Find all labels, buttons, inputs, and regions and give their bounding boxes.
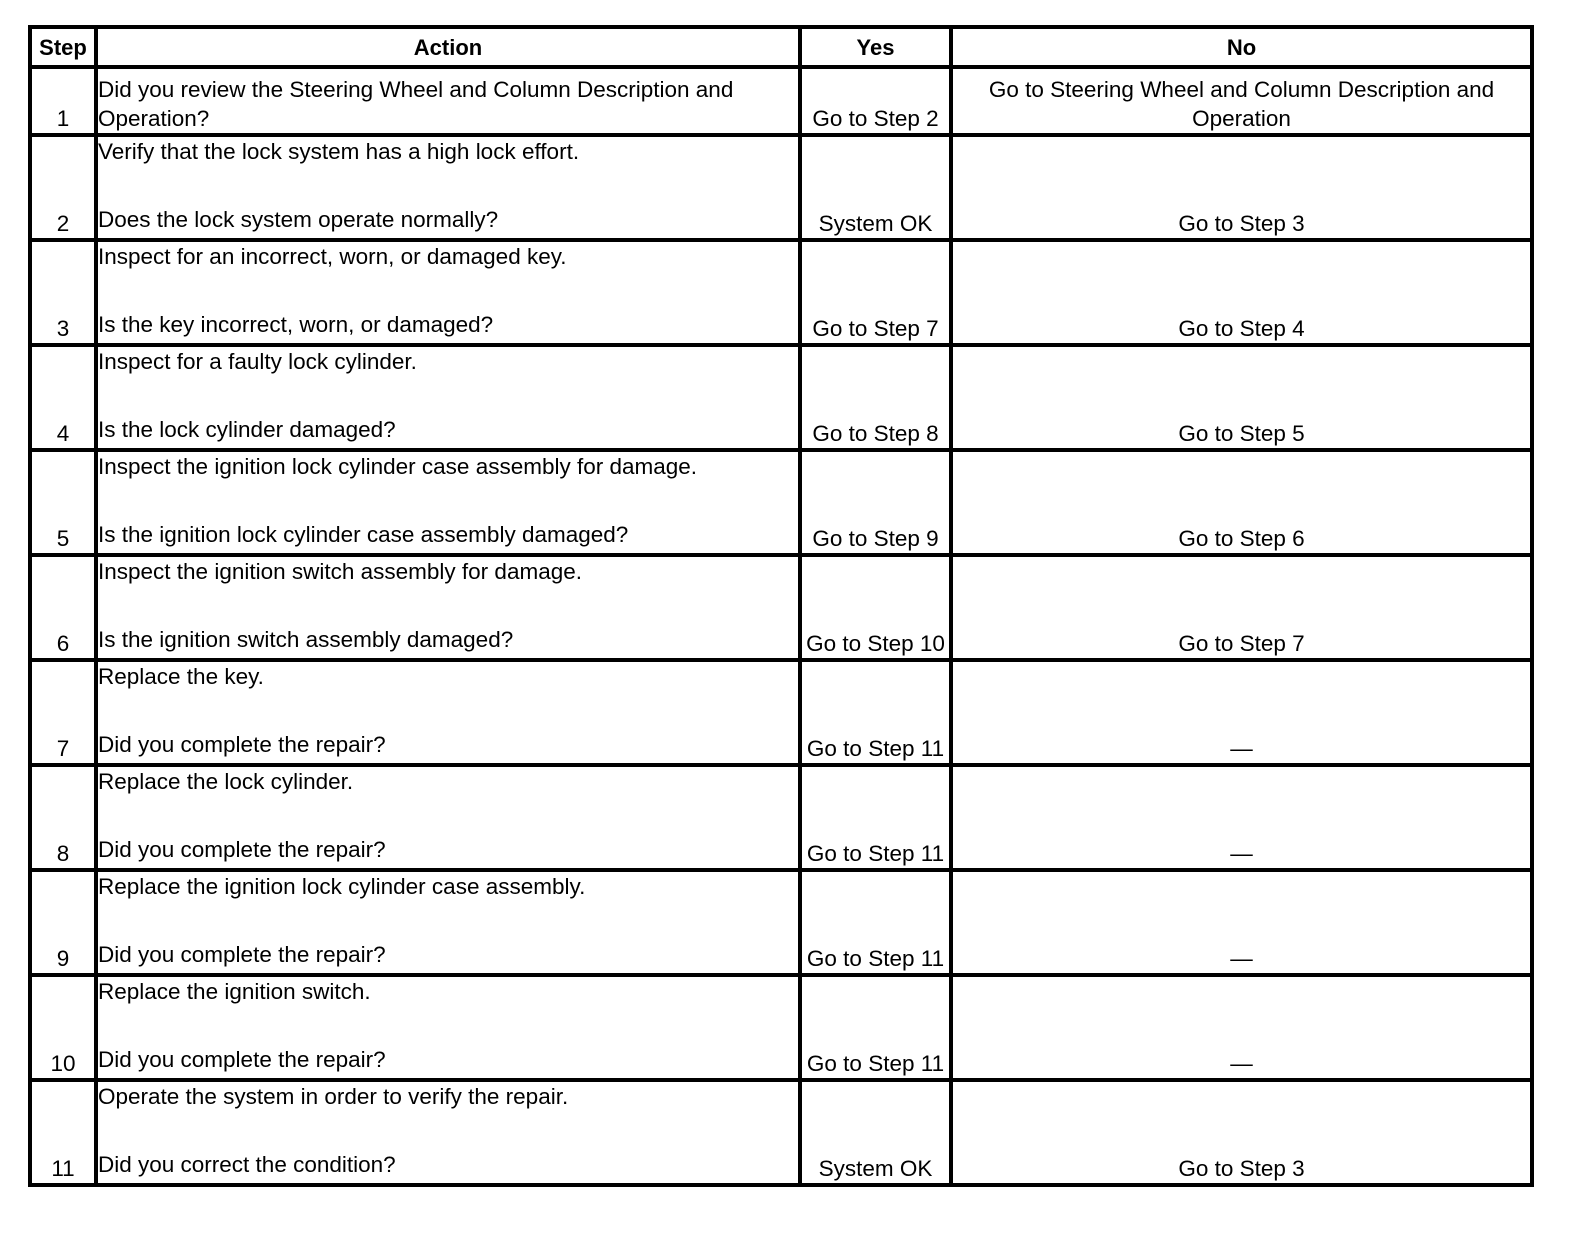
action-text: Inspect the ignition lock cylinder case assembly for damage. — [98, 454, 698, 479]
step-number: 6 — [30, 555, 96, 660]
action-cell — [96, 135, 800, 240]
no-cell: Go to Step 7 — [951, 555, 1532, 660]
table-row — [30, 660, 1532, 765]
table-row — [30, 975, 1532, 1080]
no-cell: Go to Step 5 — [951, 345, 1532, 450]
step-number: 3 — [30, 240, 96, 345]
question-text: Did you complete the repair? — [98, 732, 386, 757]
question-text: Is the ignition lock cylinder case assembly damaged? — [98, 522, 629, 547]
yes-cell: Go to Step 10 — [800, 555, 951, 660]
no-cell: — — [951, 870, 1532, 975]
header-no: No — [951, 27, 1532, 67]
question-text: Did you complete the repair? — [98, 837, 386, 862]
action-cell — [96, 67, 800, 135]
action-text: Replace the key. — [98, 664, 264, 689]
yes-cell: Go to Step 11 — [800, 975, 951, 1080]
yes-cell: Go to Step 11 — [800, 870, 951, 975]
table-header — [30, 27, 1532, 67]
step-number: 7 — [30, 660, 96, 765]
table-body — [30, 67, 1532, 1185]
table-row — [30, 1080, 1532, 1185]
action-cell — [96, 870, 800, 975]
table-row — [30, 450, 1532, 555]
step-number: 1 — [30, 67, 96, 135]
action-cell — [96, 765, 800, 870]
question-text: Did you correct the condition? — [98, 1152, 396, 1177]
no-cell: — — [951, 660, 1532, 765]
no-cell: Go to Step 6 — [951, 450, 1532, 555]
header-row — [30, 27, 1532, 67]
step-number: 4 — [30, 345, 96, 450]
no-cell: — — [951, 765, 1532, 870]
action-text: Replace the ignition switch. — [98, 979, 371, 1004]
no-cell: — — [951, 975, 1532, 1080]
table-row — [30, 240, 1532, 345]
question-text: Does the lock system operate normally? — [98, 207, 499, 232]
action-cell — [96, 450, 800, 555]
question-text: Is the ignition switch assembly damaged? — [98, 627, 514, 652]
yes-cell: System OK — [800, 135, 951, 240]
header-action: Action — [96, 27, 800, 67]
question-text: Is the lock cylinder damaged? — [98, 417, 396, 442]
action-text: Did you review the Steering Wheel and Column Description and Operation? — [98, 77, 734, 131]
step-number: 11 — [30, 1080, 96, 1185]
table-row — [30, 765, 1532, 870]
action-cell — [96, 240, 800, 345]
question-text: Did you complete the repair? — [98, 942, 386, 967]
action-cell — [96, 1080, 800, 1185]
diagnostic-table — [28, 25, 1534, 1187]
action-text: Inspect the ignition switch assembly for damage. — [98, 559, 582, 584]
action-cell — [96, 345, 800, 450]
table-row — [30, 870, 1532, 975]
no-cell: Go to Step 4 — [951, 240, 1532, 345]
action-cell — [96, 975, 800, 1080]
yes-cell: Go to Step 11 — [800, 660, 951, 765]
question-text: Is the key incorrect, worn, or damaged? — [98, 312, 494, 337]
step-number: 8 — [30, 765, 96, 870]
yes-cell: Go to Step 8 — [800, 345, 951, 450]
table-row — [30, 67, 1532, 135]
question-text: Did you complete the repair? — [98, 1047, 386, 1072]
header-step: Step — [30, 27, 96, 67]
action-text: Replace the lock cylinder. — [98, 769, 354, 794]
table-row — [30, 345, 1532, 450]
step-number: 10 — [30, 975, 96, 1080]
action-cell — [96, 555, 800, 660]
action-text: Replace the ignition lock cylinder case assembly. — [98, 874, 586, 899]
yes-cell: Go to Step 9 — [800, 450, 951, 555]
action-text: Verify that the lock system has a high lock effort. — [98, 139, 580, 164]
action-text: Inspect for a faulty lock cylinder. — [98, 349, 417, 374]
step-number: 5 — [30, 450, 96, 555]
step-number: 2 — [30, 135, 96, 240]
yes-cell: Go to Step 7 — [800, 240, 951, 345]
no-cell: Go to Step 3 — [951, 135, 1532, 240]
no-cell: Go to Step 3 — [951, 1080, 1532, 1185]
yes-cell: Go to Step 2 — [800, 67, 951, 135]
header-yes: Yes — [800, 27, 951, 67]
no-cell: Go to Steering Wheel and Column Description and Operation — [951, 67, 1532, 135]
step-number: 9 — [30, 870, 96, 975]
yes-cell: System OK — [800, 1080, 951, 1185]
table-row — [30, 555, 1532, 660]
action-cell — [96, 660, 800, 765]
action-text: Inspect for an incorrect, worn, or damaged key. — [98, 244, 567, 269]
action-text: Operate the system in order to verify the repair. — [98, 1084, 569, 1109]
yes-cell: Go to Step 11 — [800, 765, 951, 870]
table-row — [30, 135, 1532, 240]
